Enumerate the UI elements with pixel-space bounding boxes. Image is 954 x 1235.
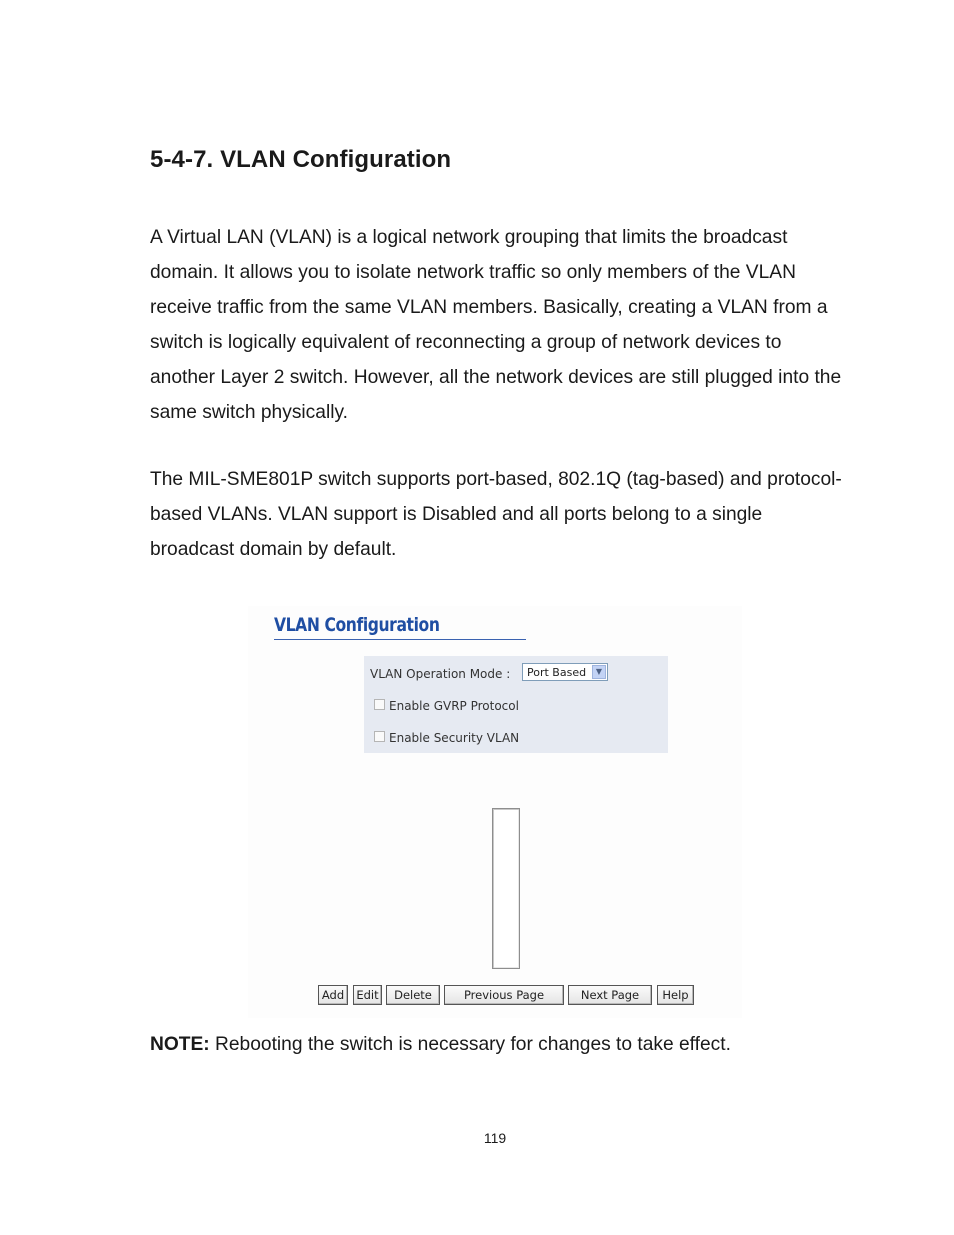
gvrp-label: Enable GVRP Protocol	[389, 699, 519, 713]
chevron-down-icon[interactable]: ▼	[592, 665, 606, 679]
title-underline	[274, 639, 526, 640]
section-heading: 5-4-7. VLAN Configuration	[150, 146, 452, 173]
intro-paragraph: A Virtual LAN (VLAN) is a logical network grouping that limits the broadcast domain. It allows you to isolate network traffic so only members of the VLAN receive traffic from the same VLAN members. Basically, creating a VLAN from a switch is logically equivalent of reconnecting a group of network devices to another Layer 2 switch. However, all the network devices are still plugged into the same switch physically.	[150, 227, 842, 423]
previous-page-button[interactable]: Previous Page	[444, 985, 564, 1005]
vlan-list-box[interactable]	[492, 808, 520, 969]
support-paragraph: The MIL-SME801P switch supports port-based, 802.1Q (tag-based) and protocol-based VLANs. VLAN support is Disabled and all ports belong to a single broadcast domain by default.	[150, 469, 842, 560]
add-button[interactable]: Add	[318, 985, 348, 1005]
note-label: NOTE:	[150, 1034, 210, 1055]
vlan-config-title: VLAN Configuration	[274, 614, 440, 636]
delete-button[interactable]: Delete	[386, 985, 440, 1005]
note-text: Rebooting the switch is necessary for changes to take effect.	[209, 1034, 731, 1055]
vlan-config-screenshot	[248, 606, 742, 1018]
security-vlan-checkbox[interactable]	[374, 731, 385, 742]
help-button[interactable]: Help	[657, 985, 694, 1005]
vlan-mode-value: Port Based	[527, 666, 587, 679]
options-panel	[364, 656, 668, 753]
mode-label: VLAN Operation Mode :	[370, 667, 511, 681]
vlan-mode-select[interactable]	[522, 663, 608, 681]
next-page-button[interactable]: Next Page	[568, 985, 652, 1005]
gvrp-checkbox[interactable]	[374, 699, 385, 710]
security-vlan-label: Enable Security VLAN	[389, 731, 520, 745]
note	[150, 1027, 731, 1062]
page-number: 119	[483, 1130, 507, 1146]
edit-button[interactable]: Edit	[353, 985, 382, 1005]
